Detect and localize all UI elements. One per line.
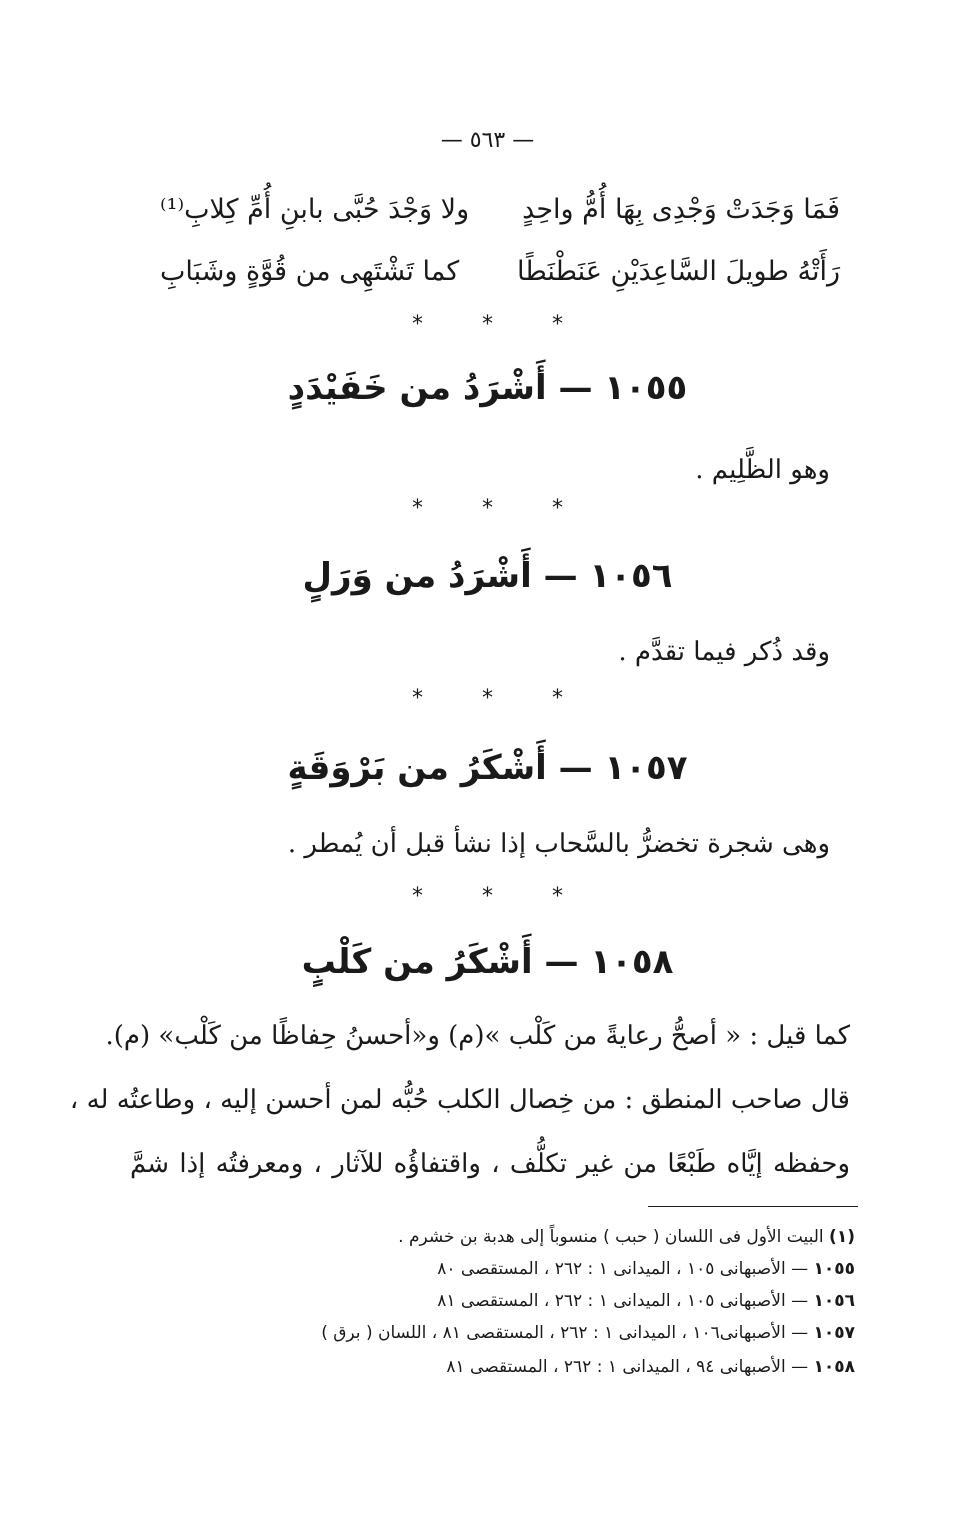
footnote-text: — الأصبهانى ٩٤ ، الميدانى ١ : ٢٦٢ ، المستقصى ٨١: [446, 1357, 809, 1377]
footnote-text: — الأصبهانى ١٠٥ ، الميدانى ١ : ٢٦٢ ، المستقصى ٨٠: [437, 1259, 809, 1279]
verse-1-left-hemistich: ولا وَجْدَ حُبَّى بابنِ أُمِّ كِلابِ⁽¹⁾: [160, 194, 470, 225]
entry-body-1058-line-2: قال صاحب المنطق : من خِصال الكلب حُبُّه لمن أحسن إليه ، وطاعتُه له ،: [69, 1085, 850, 1115]
section-separator: * * *: [412, 686, 589, 711]
page-number: — ٥٦٣ —: [440, 128, 535, 153]
entry-heading-1057: ١٠٥٧ — أَشْكَرُ من بَرْوَقَةٍ: [287, 748, 688, 788]
footnote-number: ١٠٥٥: [813, 1259, 855, 1279]
entry-heading-1056: ١٠٥٦ — أَشْرَدُ من وَرَلٍ: [302, 556, 673, 596]
verse-1-right-hemistich: فَمَا وَجَدَتْ وَجْدِى بِهَا أُمُّ واحِدٍ: [522, 194, 840, 225]
footnote-number: (١): [829, 1227, 855, 1247]
section-separator: * * *: [412, 496, 589, 521]
entry-body-1058-line-1: كما قيل : « أصحُّ رعايةً من كَلْب »(م) و«أحسنُ حِفاظًا من كَلْب» (م).: [105, 1021, 850, 1051]
entry-body-1058-line-3: وحفظه إيَّاه طَبْعًا من غير تكلُّف ، واقتفاؤُه للآثار ، ومعرفتُه إذا شمَّ: [130, 1149, 850, 1179]
footnote-number: ١٠٥٨: [813, 1357, 855, 1377]
entry-heading-1055: ١٠٥٥ — أَشْرَدُ من خَفَيْدَدٍ: [287, 368, 688, 408]
footnote-text: البيت الأول فى اللسان ( حبب ) منسوباً إلى هدبة بن خشرم .: [398, 1227, 824, 1247]
verse-line-2: [160, 252, 840, 292]
footnote-1058: [200, 1354, 855, 1380]
entry-heading-1058: ١٠٥٨ — أَشْكَرُ من كَلْبٍ: [301, 942, 674, 982]
footnote-1056: [200, 1288, 855, 1314]
footnote-1: [200, 1224, 855, 1250]
entry-body-1055: وهو الظَّلِيم .: [695, 455, 830, 485]
footnote-number: ١٠٥٦: [813, 1291, 855, 1311]
verse-2-right-hemistich: رَأَتْهُ طويلَ السَّاعِدَيْنِ عَنَطْنَطًا: [517, 256, 840, 287]
verse-line-1: [160, 190, 840, 230]
footnote-divider: [648, 1206, 858, 1207]
footnote-number: ١٠٥٧: [813, 1323, 855, 1343]
entry-body-1056: وقد ذُكر فيما تقدَّم .: [618, 637, 830, 667]
section-separator: * * *: [412, 312, 589, 337]
footnote-text: — الأصبهانى١٠٦ ، الميدانى ١ : ٢٦٢ ، المستقصى ٨١ ، اللسان ( برق ): [321, 1323, 809, 1343]
section-separator: * * *: [412, 884, 589, 909]
entry-body-1057: وهى شجرة تخضرُّ بالسَّحاب إذا نشأ قبل أن يُمطر .: [287, 829, 830, 859]
footnote-1057: [200, 1320, 855, 1346]
footnote-text: — الأصبهانى ١٠٥ ، الميدانى ١ : ٢٦٢ ، المستقصى ٨١: [437, 1291, 809, 1311]
footnote-1055: [200, 1256, 855, 1282]
verse-2-left-hemistich: كما تَشْتَهِى من قُوَّةٍ وشَبَابِ: [160, 256, 460, 287]
